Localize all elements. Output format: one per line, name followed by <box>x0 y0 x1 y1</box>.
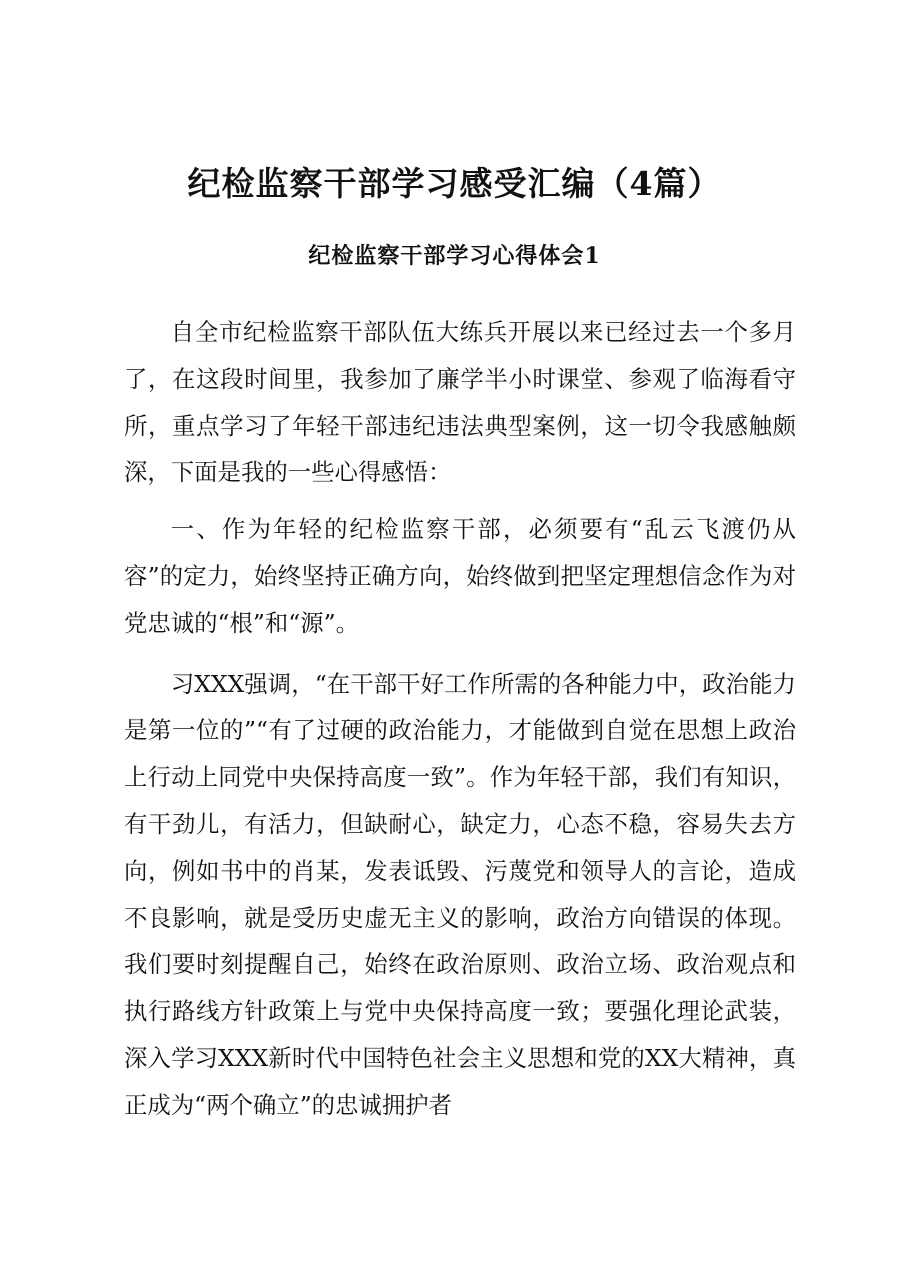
document-title: 纪检监察干部学习感受汇编（4篇） <box>187 164 722 203</box>
document-body <box>124 309 796 1129</box>
paragraph-intro: 自全市纪检监察干部队伍大练兵开展以来已经过去一个多月了，在这段时间里，我参加了廉学半小时课堂、参观了临海看守所，重点学习了年轻干部违纪违法典型案例，这一切令我感触颇深，下面是我的一些心得感悟： <box>124 318 796 487</box>
section-subtitle: 纪检监察干部学习心得体会1 <box>308 243 601 269</box>
paragraph-point-one: 一、作为年轻的纪检监察干部，必须要有“乱云飞渡仍从容”的定力，始终坚持正确方向，始终做到把坚定理想信念作为对党忠诚的“根”和“源”。 <box>124 515 796 637</box>
paragraph-political-ability: 习XXX强调，“在干部干好工作所需的各种能力中，政治能力是第一位的”“有了过硬的政治能力，才能做到自觉在思想上政治上行动上同党中央保持高度一致”。作为年轻干部，我们有知识，有干劲儿，有活力，但缺耐心，缺定力，心态不稳，容易失去方向，例如书中的肖某，发表诋毁、污蔑党和领导人的言论，造成不良影响，就是受历史虚无主义的影响，政治方向错误的体现。我们要时刻提醒自己，始终在政治原则、政治立场、政治观点和执行路线方针政策上与党中央保持高度一致；要强化理论武装，深入学习XXX新时代中国特色社会主义思想和党的XX大精神，真正成为“两个确立”的忠诚拥护者 <box>124 669 796 1119</box>
